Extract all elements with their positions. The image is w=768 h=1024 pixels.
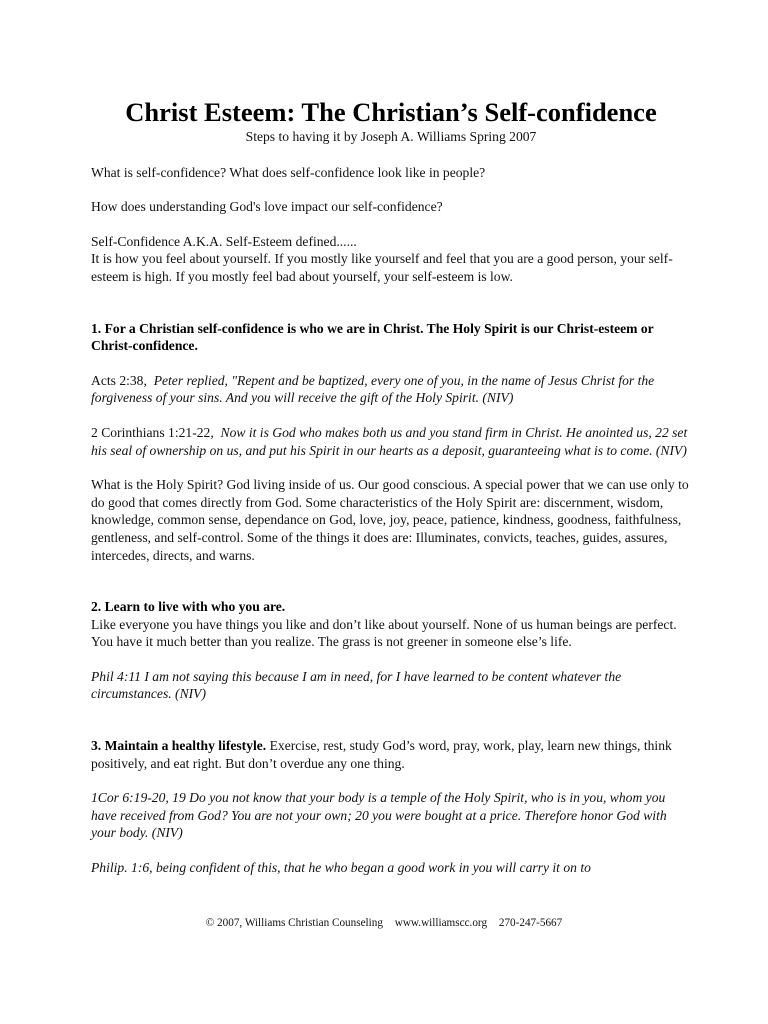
verse-reference: Acts 2:38, (91, 372, 147, 388)
page-subtitle: Steps to having it by Joseph A. Williams Spring 2007 (245, 129, 537, 144)
section-1-body: What is the Holy Spirit? God living inside of us. Our good conscious. A special power that we can use only to do good that comes directly from God. Some characteristics of the Holy Spirit are: discernment, wisdom, knowledge, common sense, dependance on God, love, joy, peace, patience, kindness, goodness, faithfulness, gentleness, and self-control. Some of the things it does are: Illuminates, convicts, teaches, guides, assures, intercedes, directs, and warns. (91, 477, 689, 563)
page-title: Christ Esteem: The Christian’s Self-confidence (125, 97, 657, 127)
intro-question-2: How does understanding God's love impact our self-confidence? (91, 199, 443, 215)
section-3-body: Exercise, rest, study God’s word, pray, work, play, learn new things, think positively, and eat right. But don’t overdue any one thing. (91, 738, 672, 771)
footer-phone: 270-247-5667 (498, 917, 563, 929)
document-body (91, 96, 691, 877)
definition-text: It is how you feel about yourself. If you mostly like yourself and feel that you are a good person, your self-esteem is high. If you mostly feel bad about yourself, your self-esteem is low. (91, 251, 673, 284)
verse-reference: 2 Corinthians 1:21-22, (91, 424, 214, 440)
section-1-verse-1 (91, 372, 691, 407)
intro-question-1: What is self-confidence? What does self-confidence look like in people? (91, 164, 486, 180)
section-1-verse-2 (91, 424, 691, 459)
section-1-heading: 1. For a Christian self-confidence is who we are in Christ. The Holy Spirit is our Christ-esteem or Christ-confidence. (91, 320, 654, 354)
verse-text: Peter replied, "Repent and be baptized, every one of you, in the name of Jesus Christ for the forgiveness of your sins. And you will receive the gift of the Holy Spirit. (NIV) (91, 372, 655, 406)
page-footer (0, 917, 768, 929)
section-3-paragraph (91, 737, 691, 772)
footer-website: www.williamscc.org (394, 917, 488, 929)
section-3-verse-1: 1Cor 6:19-20, 19 Do you not know that your body is a temple of the Holy Spirit, who is in you, whom you have received from God? You are not your own; 20 you were bought at a price. Therefore honor God with your body. (NIV) (91, 790, 667, 841)
section-2-body: Like everyone you have things you like and don’t like about yourself. None of us human beings are perfect. You have it much better than you realize. The grass is not greener in someone else’s life. (91, 616, 677, 650)
definition-heading: Self-Confidence A.K.A. Self-Esteem defined...... (91, 233, 357, 249)
section-3-verse-2: Philip. 1:6, being confident of this, that he who began a good work in you will carry it on to (91, 860, 591, 876)
section-2-heading: 2. Learn to live with who you are. (91, 599, 286, 615)
verse-text: Now it is God who makes both us and you stand firm in Christ. He anointed us, 22 set his seal of ownership on us, and put his Spirit in our hearts as a deposit, guaranteeing what is to come. (NIV) (91, 424, 688, 458)
section-3-heading: 3. Maintain a healthy lifestyle. (91, 738, 267, 754)
footer-copyright: © 2007, Williams Christian Counseling (205, 917, 383, 929)
section-2-verse: Phil 4:11 I am not saying this because I am in need, for I have learned to be content whatever the circumstances. (NIV) (91, 668, 622, 702)
